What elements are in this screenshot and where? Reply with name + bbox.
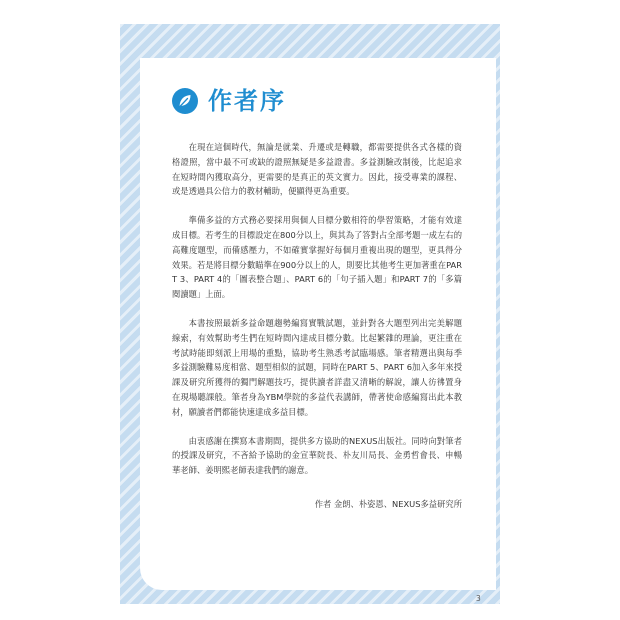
page-number: 3 bbox=[476, 594, 481, 603]
title-row bbox=[172, 88, 286, 114]
paragraph: 由衷感謝在撰寫本書期間，提供多方協助的NEXUS出版社。同時向對筆者的授課及研究，不吝給予協助的金宣華院長、朴友川局長、金勇哲會長、申暢華老師、姜明熙老師表達我們的謝意。 bbox=[172, 435, 462, 476]
author-signature: 作者 金朗、朴姿恩、NEXUS多益研究所 bbox=[314, 499, 462, 509]
paragraph: 準備多益的方式務必要採用與個人目標分數相符的學習策略，才能有效達成目標。若考生的目標設定在800分以上，與其為了答對占全部考題一成左右的高難度題型，而備感壓力，不如確實掌握好每個月重複出現的題型，更具得分效果。若是將目標分數瞄準在900分以上的人，則要比其他考生更加著重在PART 3、PART 4的「圖表整合題」、PART 6的「句子插入題」和PART 7的「多篇閱讀題」上面。 bbox=[172, 215, 462, 300]
paragraph: 本書按照最新多益命題趨勢編寫實戰試題，並針對各大題型列出完美解題線索，有效幫助考生們在短時間內達成目標分數。比起繁雜的理論，更注重在考試時能即刻派上用場的重點，協助考生熟悉考試臨場感。筆者精選出與每季多益測驗難易度相當、題型相似的試題，同時在PART 5、PART 6加入多年來授課及研究所獲得的獨門解題技巧，提供讀者詳盡又清晰的解說，讓人彷彿置身在現場聽課般。筆者身為YBM學院的多益代表講師，帶著使命感編寫出此本教材，願讀者們都能快速達成多益目標。 bbox=[172, 317, 462, 417]
leaf-icon bbox=[172, 88, 198, 114]
page-title: 作者序 bbox=[208, 87, 286, 115]
preface-body bbox=[172, 140, 462, 492]
paragraph: 在現在這個時代，無論是就業、升遷或是轉職，都需要提供各式各樣的資格證照，當中最不可或缺的證照無疑是多益證書。多益測驗改制後，比起追求在短時間內獲取高分，更需要的是真正的英文實力。因此，接受專業的課程、或是透過具公信力的教材輔助，便顯得更為重要。 bbox=[172, 142, 462, 197]
